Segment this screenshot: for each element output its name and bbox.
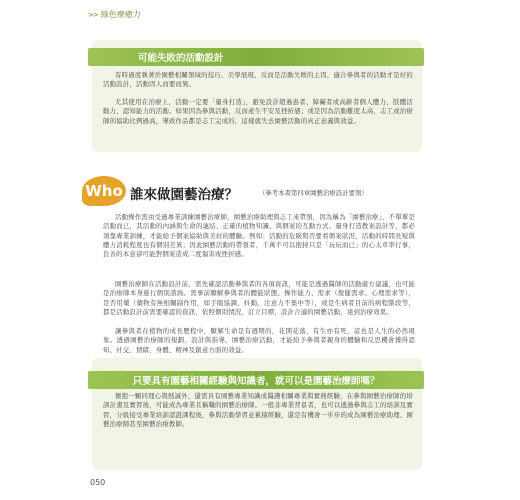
qualification-title: 只要具有園藝相關經驗與知識者，就可以是園藝治療師嗎？ <box>88 371 424 389</box>
who-reference-note: （參考本書第四章園藝治療設計要領） <box>259 189 368 197</box>
failed-design-paragraph-2: 尤其使用在治療上，活動一定要「量身打造」，避免設計超過患者、障礙者或高齡者個人體力、肢體活動力、認知能力的活動。如果因為參與活動，反而產生不安及挫折感；或是因為活動難度太高，志工或治療師的協助比例過高，導致作品都是志工完成的，這樣就失去園藝活動的真正意義與效益。 <box>103 98 413 125</box>
failed-design-paragraph-1: 有時過度執著於園藝相關領域的技巧、美學展現，反而是活動失敗的主因，適合參與者的活動才是好的活動設計，活動因人而要而異。 <box>103 71 413 89</box>
failed-design-title: 可能失敗的活動設計 <box>88 48 424 66</box>
who-badge-icon: Who <box>82 176 126 206</box>
body-paragraph-2: 園藝治療師在活動設計前，需先確認活動參與者的各項資訊，可能是透過醫師的活動處方建議，也可能是治療師本身進行個別諮詢。需事前瞭解參與者的體能狀態、操作能力、需求（復健需求、心理需求等），是否用藥（藥物有無相關副作用，如手眼協調、抖動、注意力不集中等），或是生病者目前的病程階段等，都是活動設計前需要確認的資訊，依照個別情況，訂立目標，設計合適的園藝活動，達到治療效果。 <box>103 280 415 316</box>
body-paragraph-3: 讓參與者在植物的成長歷程中，瞭解生命是有週期的，花開花落，有生亦有死，這也是人生的必然現象。透過園藝治療師的規劃、設計與指導，園藝治療活動，才能給予參與者親身的體驗和反思機會獲得認知、社交、情緒、身體、精神及創意方面的效益。 <box>103 327 415 354</box>
section-title: 綠色療癒力 <box>100 10 141 19</box>
qualification-paragraph: 懷抱一顆同理心與熱誠外，還需具有園藝專業知識或醫護相關專業與實務經驗，在參與園藝治療師的培訓計畫及實習後，可能成為專業且稱職的園藝治療師。一般非專業背景者，也可以透過參與志工的培訓及實習，分級接受專業培訓認證課程後，參與活動學習並累積經驗，還是有機會一步步的成為園藝治療助理、園藝治療師甚至園藝治療教師。 <box>103 392 413 428</box>
page-number-text: 050 <box>90 478 106 487</box>
chevron-icon: >> <box>88 10 98 19</box>
running-header <box>88 9 141 20</box>
page-number <box>90 478 105 487</box>
who-heading: 誰來做園藝治療？ <box>130 187 238 203</box>
body-paragraph-1: 活動操作需由受過專業訓練園藝治療師、園藝治療助理與志工來帶領，因為稱為「園藝治療」，不單單是活動而已，其活動的內涵與生命的連結、正確的植物知識、與個案的互動方式、量身打造教案設計等，都必須靠專業訓練，才能給予個案協助與美好的體驗。例如：活動的危險與否要看個案狀況，活動的時間長短與體力消耗程度也有個別差異；因此園藝活動的帶領者，千萬不可以抱持只是「玩玩而已」的心太草率行事，負善的本意卻可能對個案造成二度傷害或挫折感。 <box>103 213 415 259</box>
